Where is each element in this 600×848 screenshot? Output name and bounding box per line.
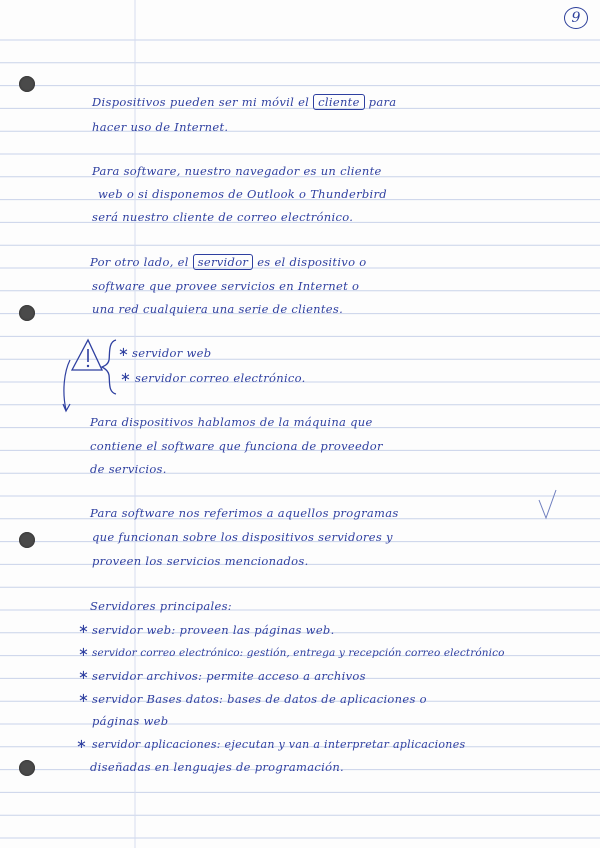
checkmark-icon <box>536 488 560 522</box>
server-item-database: servidor Bases datos: bases de datos de aplicaciones o <box>92 692 427 706</box>
paragraph-5-line-1: Para software nos referimos a aquellos programas <box>90 506 399 520</box>
paragraph-2-line-1: Para software, nuestro navegador es un cliente <box>92 164 382 178</box>
server-item-files: servidor archivos: permite acceso a archivos <box>92 669 366 683</box>
punch-hole <box>19 760 35 776</box>
paragraph-5-line-2: que funcionan sobre los dispositivos servidores y <box>92 530 393 544</box>
paragraph-3-line-3: una red cualquiera una serie de clientes. <box>92 302 344 316</box>
punch-hole <box>19 305 35 321</box>
warning-list-item-2: servidor correo electrónico. <box>135 371 306 385</box>
server-item-mail: servidor correo electrónico: gestión, entrega y recepción correo electrónico <box>92 647 505 659</box>
paragraph-1-line-2: hacer uso de Internet. <box>92 120 229 134</box>
paragraph-2-line-3: será nuestro cliente de correo electrónico. <box>92 210 354 224</box>
bullet-star-icon: ∗ <box>78 622 89 637</box>
paragraph-3-pre: Por otro lado, el <box>90 255 189 269</box>
paragraph-4-line-3: de servicios. <box>90 462 167 476</box>
server-item-database-cont: páginas web <box>92 714 169 728</box>
paragraph-4-line-1: Para dispositivos hablamos de la máquina que <box>90 415 373 429</box>
page-number: 9 <box>564 7 588 29</box>
punch-hole <box>19 532 35 548</box>
bullet-star-icon: ∗ <box>76 737 87 752</box>
paragraph-2-line-2: web o si disponemos de Outlook o Thunderbird <box>98 187 387 201</box>
main-servers-heading: Servidores principales: <box>90 599 232 613</box>
paragraph-1-line-1 <box>92 94 396 110</box>
servidor-boxed-term: servidor <box>193 254 254 270</box>
paragraph-3-post: es el dispositivo o <box>257 255 367 269</box>
warning-list-item-1: servidor web <box>132 346 212 360</box>
bullet-star-icon: ∗ <box>118 345 129 360</box>
paragraph-4-line-2: contiene el software que funciona de proveedor <box>90 439 383 453</box>
paragraph-1-pre: Dispositivos pueden ser mi móvil el <box>92 95 310 109</box>
bullet-star-icon: ∗ <box>78 691 89 706</box>
server-item-apps: servidor aplicaciones: ejecutan y van a interpretar aplicaciones <box>92 738 466 751</box>
cliente-boxed-term: cliente <box>313 94 365 110</box>
paragraph-5-line-3: proveen los servicios mencionados. <box>92 554 309 568</box>
server-item-web: servidor web: proveen las páginas web. <box>92 623 335 637</box>
bullet-star-icon: ∗ <box>78 668 89 683</box>
paragraph-1-post: para <box>368 95 397 109</box>
paragraph-3-line-1 <box>90 254 367 270</box>
bullet-star-icon: ∗ <box>78 645 89 660</box>
paragraph-3-line-2: software que provee servicios en Internet o <box>92 279 360 293</box>
punch-hole <box>19 76 35 92</box>
server-item-apps-cont: diseñadas en lenguajes de programación. <box>90 760 344 774</box>
bullet-star-icon: ∗ <box>120 370 131 385</box>
